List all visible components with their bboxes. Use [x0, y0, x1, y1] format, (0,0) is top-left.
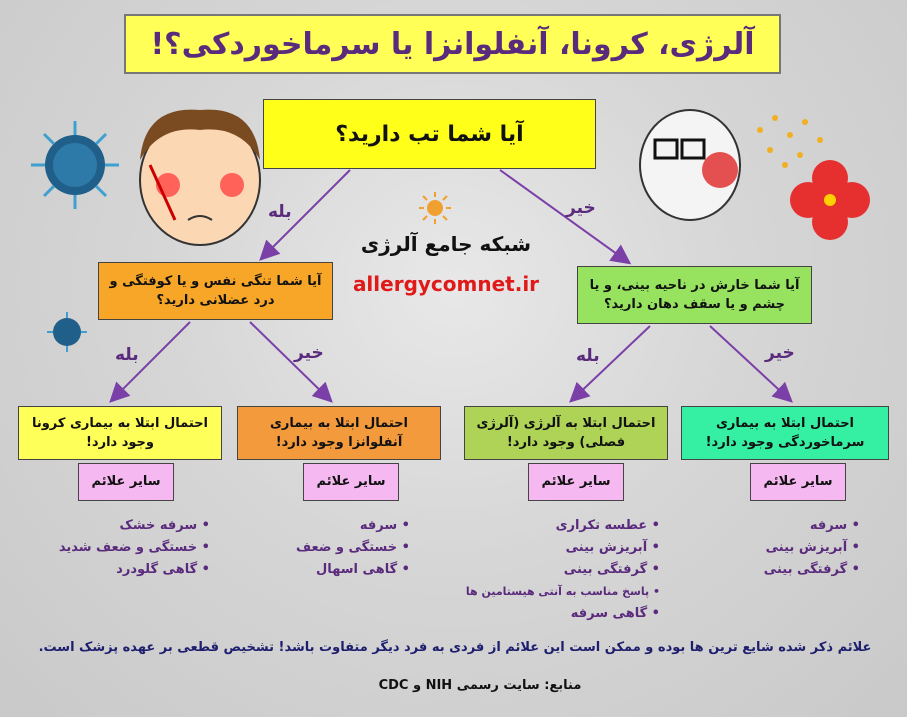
list-item: • سرفه	[740, 515, 860, 537]
arrow-no-right	[710, 326, 790, 400]
no-label-main: خیر	[566, 198, 596, 218]
other-symptoms-corona: سایر علائم	[78, 463, 174, 501]
other-symptoms-allergy: سایر علائم	[528, 463, 624, 501]
question-fever: آیا شما تب دارید؟	[263, 99, 596, 169]
pollen-icon	[757, 115, 823, 168]
list-item: • گرفتگی بینی	[440, 559, 660, 581]
list-item: • پاسخ مناسب به آنتی هیستامین ها	[440, 581, 660, 603]
yes-label-main: بله	[268, 202, 292, 222]
symptom-list-flu	[270, 515, 410, 581]
brand-url: allergycomnet.ir	[352, 272, 540, 296]
list-item: • سرفه	[270, 515, 410, 537]
list-item: • سرفه خشک	[30, 515, 210, 537]
page-title: آلرژی، کرونا، آنفلوانزا یا سرماخوردکی؟!	[124, 14, 781, 74]
no-label-right: خیر	[765, 343, 795, 363]
source-credit: منابع: سایت رسمی NIH و CDC	[378, 678, 582, 693]
disclaimer-note: علائم ذکر شده شایع ترین ها بوده و ممکن است این علائم از فردی به فرد دیگر متفاوت باشد! تشخیص قطعی بر عهده پزشک است.	[38, 640, 872, 655]
flower-icon	[790, 160, 870, 240]
result-corona: احتمال ابتلا به بیماری کرونا وجود دارد!	[18, 406, 222, 460]
list-item: • گرفتگی بینی	[740, 559, 860, 581]
other-symptoms-flu: سایر علائم	[303, 463, 399, 501]
list-item: • گاهی اسهال	[270, 559, 410, 581]
question-breath: آیا شما تنگی نفس و یا کوفتگی و درد عضلانی دارید؟	[98, 262, 333, 320]
result-flu: احتمال ابتلا به بیماری آنفلوانزا وجود دارد!	[237, 406, 441, 460]
list-item: • خستگی و ضعف شدید	[30, 537, 210, 559]
virus-icon	[31, 121, 119, 209]
sick-face-icon	[140, 110, 260, 245]
list-item: • گاهی سرفه	[440, 603, 660, 625]
result-cold: احتمال ابتلا به بیماری سرماخوردگی وجود دارد!	[681, 406, 889, 460]
virus-small-icon	[47, 312, 87, 352]
list-item: • خستگی و ضعف	[270, 537, 410, 559]
result-allergy: احتمال ابتلا به آلرژی (آلرژی فصلی) وجود دارد!	[464, 406, 668, 460]
symptom-list-cold	[740, 515, 860, 581]
brand-name: شبکه جامع آلرژی	[360, 232, 532, 256]
yes-label-left: بله	[115, 345, 139, 365]
other-symptoms-cold: سایر علائم	[750, 463, 846, 501]
symptom-list-allergy	[440, 515, 660, 625]
sun-logo-icon	[419, 192, 451, 224]
list-item: • آبریزش بینی	[440, 537, 660, 559]
list-item: • عطسه تکراری	[440, 515, 660, 537]
sneezing-man-icon	[640, 110, 740, 220]
question-itch: آیا شما خارش در ناحیه بینی، و یا چشم و یا سقف دهان دارید؟	[577, 266, 812, 324]
list-item: • آبریزش بینی	[740, 537, 860, 559]
no-label-left: خیر	[294, 343, 324, 363]
symptom-list-corona	[30, 515, 210, 581]
list-item: • گاهی گلودرد	[30, 559, 210, 581]
yes-label-right: بله	[576, 346, 600, 366]
